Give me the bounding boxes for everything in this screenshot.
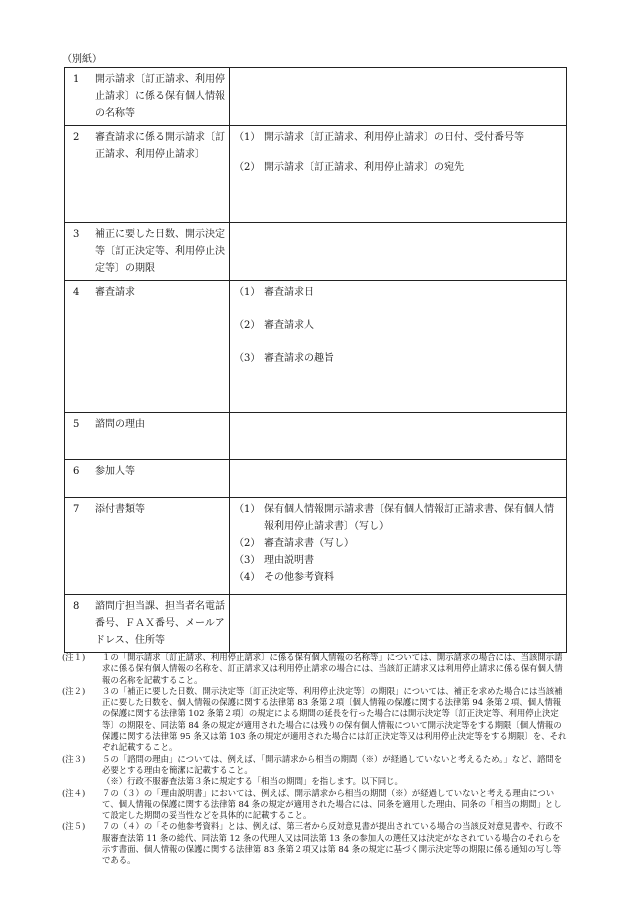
form-row-6 — [65, 460, 567, 498]
list-item: （1） 開示請求〔訂正請求、利用停止請求〕の日付、受付番号等 — [234, 132, 524, 143]
note-3: (注３) ５の「諮問の理由」については、例えば、「開示請求から相当の期間（※）が経過していないと考えるため。」など、諮問を必要とする理由を簡潔に記載すること。 — [62, 753, 563, 775]
form-row-5 — [65, 413, 567, 460]
row-label: 審査請求に係る開示請求〔訂正請求、利用停止請求〕 — [95, 132, 225, 160]
note-2: (注２) ３の「補正に要した日数、開示決定等〔訂正決定等、利用停止決定等〕の期限」については、補正を求めた場合には当該補正に要した日数を、個人情報の保護に関する法律第 83 条第２項〔個人情報の保護に関する法律第 94 条第２項、個人情報の保護に関する法律第 102 条第２項〕の規定による期間の延長を行った場合には開示決定等〔訂正決定等、利用停止決定等〕の期限を、同法第 84 条の規定が適用された場合には残りの保有個人情報について開示決定等をする期限〔個人情報の保護に関する法律第 95 条又は第 103 条の規定が適用された場合には訂正決定等又は利用停止決定等をする期限〕を、それぞれ記載すること。 — [62, 685, 567, 753]
row-value-cell[interactable] — [230, 126, 567, 223]
row-label: 添付書類等 — [95, 504, 145, 515]
form-row-4 — [65, 281, 567, 413]
note-5: (注５) ７の（４）の「その他参考資料」とは、例えば、第三者から反対意見書が提出されている場合の当該反対意見書や、行政不服審査法第 11 条の総代、同法第 12 条の代理人又は同法第 13 条の参加人の選任又は決定がなされている場合のそれらを示す書面、個人情報の保護に関する法律第 83 条第２項又は第 84 条の規定に基づく開示決定等の期限に係る通知の写し等である。 — [62, 821, 563, 866]
row-value-cell[interactable] — [230, 68, 567, 126]
row-number: 6 — [73, 466, 80, 477]
form-row-2 — [65, 126, 567, 223]
list-item: （2） 開示請求〔訂正請求、利用停止請求〕の宛先 — [234, 162, 464, 173]
list-item: （3） 理由説明書 — [234, 555, 314, 566]
notes-section — [62, 652, 567, 867]
inquiry-form-table — [64, 67, 567, 653]
row-label: 審査請求 — [95, 287, 135, 298]
note-1: (注１) １の「開示請求〔訂正請求、利用停止請求〕に係る保有個人情報の名称等」については、開示請求の場合には、当該開示請求に係る保有個人情報の名称を、訂正請求又は利用停止請求の場合には、当該訂正請求又は利用停止請求に係る保有個人情報の名称を記載すること。 — [62, 652, 563, 685]
row-label: 諮問庁担当課、担当者名電話番号、ＦＡＸ番号、メールアドレス、住所等 — [95, 601, 225, 646]
row-label: 開示請求〔訂正請求、利用停止請求〕に係る保有個人情報の名称等 — [95, 74, 225, 119]
row-value-cell[interactable] — [230, 413, 567, 460]
row-number: 2 — [73, 132, 80, 143]
row-number: 4 — [73, 287, 80, 298]
list-item: （4） その他参考資料 — [234, 572, 334, 583]
row-value-cell[interactable] — [230, 498, 567, 595]
attachment-label: （別紙） — [62, 54, 102, 65]
row-label: 諮問の理由 — [95, 419, 145, 430]
form-row-1 — [65, 68, 567, 126]
row-number: 8 — [73, 601, 80, 612]
form-row-8 — [65, 595, 567, 653]
row-value-cell[interactable] — [230, 223, 567, 281]
row-value-cell[interactable] — [230, 595, 567, 653]
row-label: 補正に要した日数、開示決定等〔訂正決定等、利用停止決定等〕の期限 — [95, 229, 225, 274]
list-item: （2） 審査請求書（写し） — [234, 538, 354, 549]
list-item: （2） 審査請求人 — [234, 320, 314, 331]
row-value-cell[interactable] — [230, 460, 567, 498]
list-item: （3） 審査請求の趣旨 — [234, 353, 334, 364]
note-3-footnote: （※）行政不服審査法第３条に規定する「相当の期間」を指します。以下同じ。 — [102, 776, 403, 787]
note-4: (注４) ７の（３）の「理由説明書」においては、例えば、開示請求から相当の期間（※）が経過していないと考える理由について、個人情報の保護に関する法律第 84 条の規定が適用された場合には、同条を適用した理由、同条の「相当の期間」として設定した期間の妥当性などを具体的に記載すること。 — [62, 787, 562, 821]
row-value-cell[interactable] — [230, 281, 567, 413]
form-row-7 — [65, 498, 567, 595]
form-row-3 — [65, 223, 567, 281]
row-label: 参加人等 — [95, 466, 135, 477]
row-number: 5 — [73, 419, 80, 430]
row-number: 3 — [73, 229, 80, 240]
list-item: （1） 保有個人情報開示請求書〔保有個人情報訂正請求書、保有個人情報利用停止請求書〕（写し） — [234, 504, 554, 532]
row-number: 1 — [73, 74, 80, 85]
list-item: （1） 審査請求日 — [234, 287, 314, 298]
row-number: 7 — [73, 504, 80, 515]
